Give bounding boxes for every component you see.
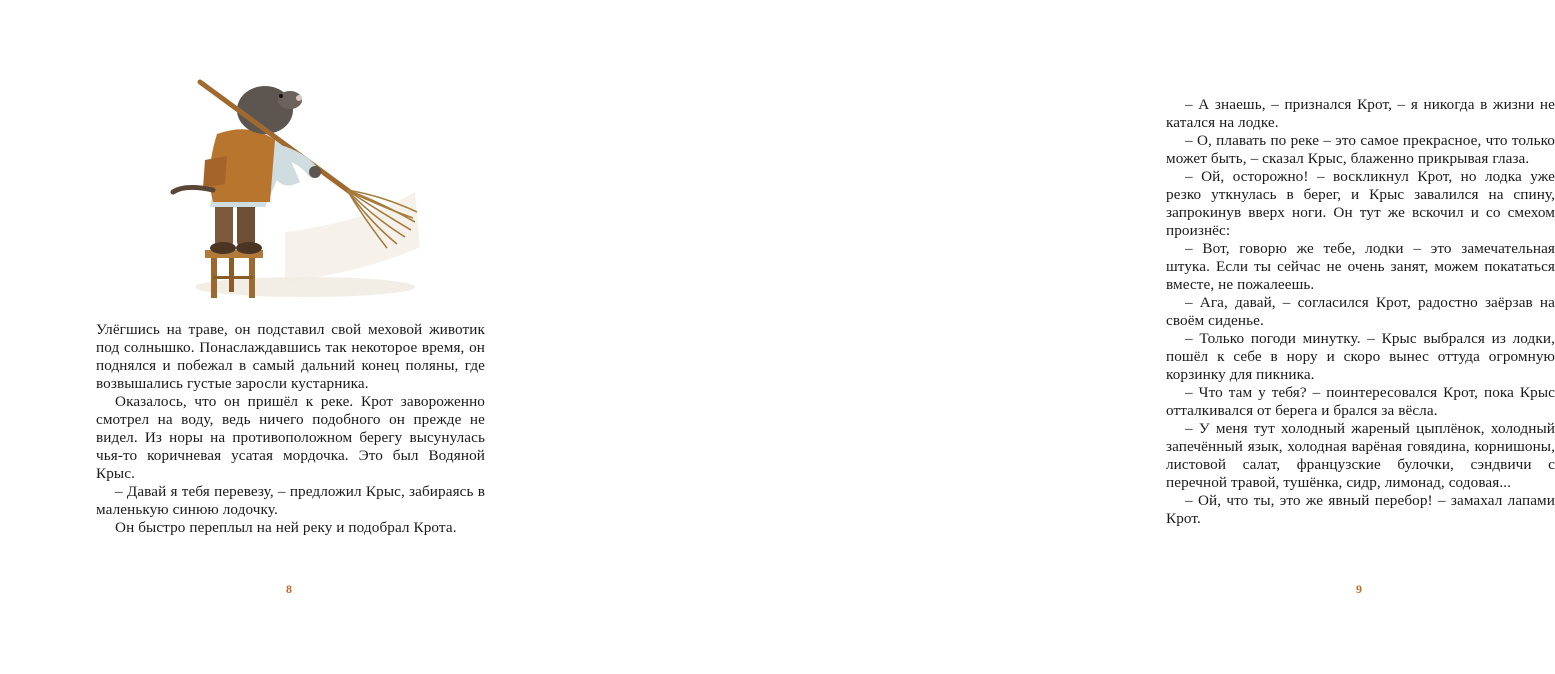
right-page xyxy=(550,0,1555,674)
paragraph: – О, плавать по реке – это самое прекрасное, что только может быть, – сказал Крыс, блаженно прикрывая глаза. xyxy=(1166,132,1555,167)
paragraph: – Только погоди минутку. – Крыс выбрался из лодки, пошёл к себе в нору и скоро вынес оттуда огромную корзинку для пикника. xyxy=(1166,330,1555,383)
paragraph: – А знаешь, – признался Крот, – я никогда в жизни не катался на лодке. xyxy=(1166,96,1555,131)
paragraph: Оказалось, что он пришёл к реке. Крот завороженно смотрел на воду, ведь ничего подобного он прежде не видел. Из норы на противоположном берегу высунулась чья-то коричневая усатая мордочка. Это был Водяной Крыс. xyxy=(96,393,485,482)
page-number: 8 xyxy=(286,582,292,596)
paragraph: – Что там у тебя? – поинтересовался Крот, пока Крыс отталкивался от берега и брался за вёсла. xyxy=(1166,384,1555,419)
paragraph: – Вот, говорю же тебе, лодки – это замечательная штука. Если ты сейчас не очень занят, можем покататься вместе, не пожалеешь. xyxy=(1166,240,1555,293)
left-page xyxy=(0,0,550,674)
paragraph: Он быстро переплыл на ней реку и подобрал Крота. xyxy=(115,519,457,536)
paragraph: – Ой, что ты, это же явный перебор! – замахал лапами Крот. xyxy=(1166,492,1555,527)
paragraph: Улёгшись на траве, он подставил свой меховой животик под солнышко. Понаслаждавшись так некоторое время, он поднялся и побежал в самый дальний конец поляны, где возвышались густые заросли кустарника. xyxy=(96,321,485,392)
page-number: 9 xyxy=(1356,582,1362,596)
left-page-text xyxy=(96,321,485,537)
paragraph: – Ага, давай, – согласился Крот, радостно заёрзав на своём сиденье. xyxy=(1166,294,1555,329)
mole-sweeping-with-broom-illustration xyxy=(165,72,425,307)
paragraph: – Давай я тебя перевезу, – предложил Крыс, забираясь в маленькую синюю лодочку. xyxy=(96,483,485,518)
right-page-text xyxy=(1166,96,1555,528)
paragraph: – Ой, осторожно! – воскликнул Крот, но лодка уже резко уткнулась в берег, и Крыс завалился на спину, запрокинув вверх ноги. Он тут же вскочил и со смехом произнёс: xyxy=(1166,168,1555,239)
paragraph: – У меня тут холодный жареный цыплёнок, холодный запечённый язык, холодная варёная говядина, корнишоны, листовой салат, французские булочки, сэндвичи с перечной травой, тушёнка, сидр, лимонад, содовая... xyxy=(1166,420,1555,491)
